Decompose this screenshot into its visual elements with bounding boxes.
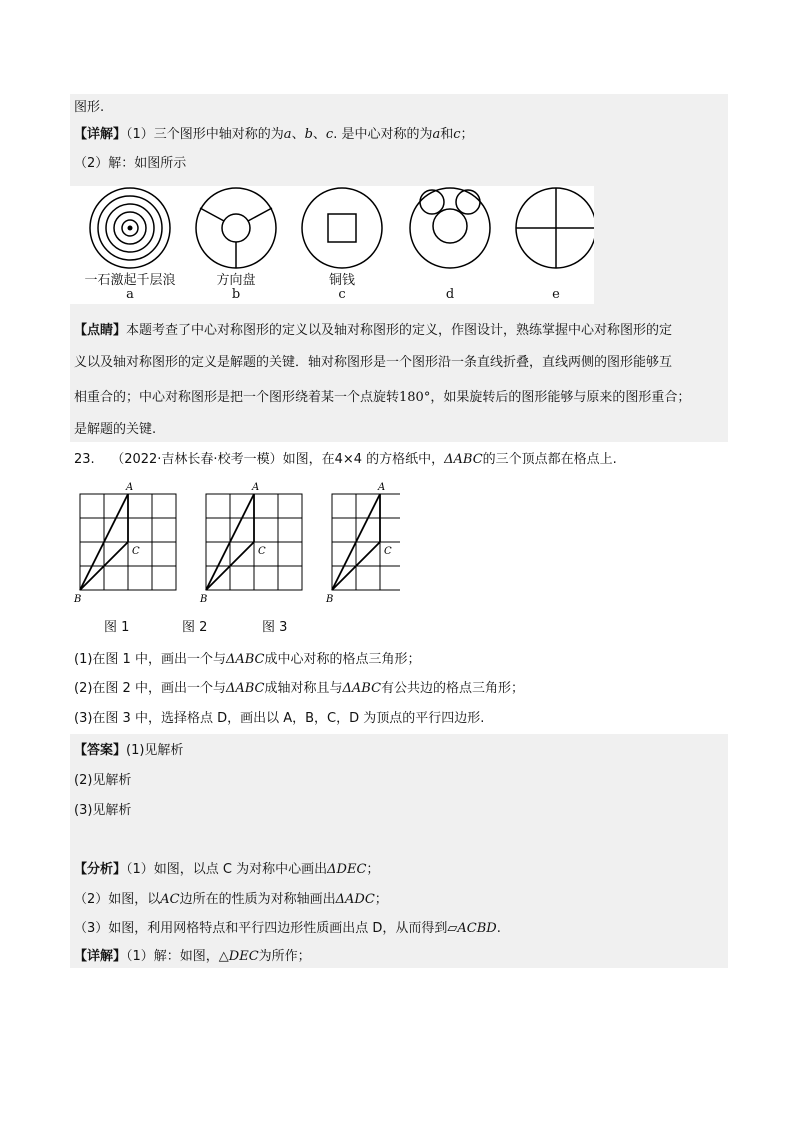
figure-letter-a: a [126, 287, 134, 302]
answer-line-1 [74, 742, 183, 760]
part-text: 成中心对称的格点三角形； [264, 652, 421, 667]
detail-text: （1）三个图形中轴对称的为 [126, 127, 284, 142]
answer-label: 【答案】 [74, 743, 127, 758]
label-B: B [326, 594, 334, 605]
analysis-text: （3）如图，利用网格特点和平行四边形性质画出点 D，从而得到 [74, 921, 448, 936]
math-a: a [432, 127, 441, 142]
analysis-text: . [496, 921, 501, 936]
detail-line [74, 126, 474, 144]
detail2-line [74, 948, 311, 966]
separator: 、 [312, 127, 326, 142]
grid-figure-2 [206, 494, 302, 590]
triangle-abc: ΔABC [225, 681, 265, 696]
copper-coin-figure [302, 188, 382, 268]
figure-letter-c: c [338, 287, 346, 302]
part-text: 有公共边的格点三角形； [381, 681, 525, 696]
label-B: B [74, 594, 82, 605]
label-B: B [200, 594, 208, 605]
analysis-text: ； [366, 862, 380, 877]
detail-text: . 是中心对称的为 [333, 127, 433, 142]
text-line: 图形. [74, 100, 105, 115]
figure-caption-3: 图 3 [262, 620, 288, 635]
analysis-line-1 [74, 861, 379, 879]
grid-figure-3 [332, 494, 400, 590]
question-heading [74, 451, 617, 469]
analysis-line-3 [74, 920, 501, 938]
question-text: 的三个顶点都在格点上. [482, 452, 617, 467]
comment-line-3 [74, 389, 690, 407]
comment-text: 相重合的；中心对称图形是把一个图形绕着某一个点旋转 [74, 390, 400, 405]
math-a: a [283, 127, 292, 142]
comment-line-2: 义以及轴对称图形的定义是解题的关键．轴对称图形是一个图形沿一条直线折叠，直线两侧的图形能够互 [74, 355, 673, 370]
label-C: C [384, 546, 392, 557]
triangle-abc: ΔABC [342, 681, 382, 696]
analysis-text: （1）如图，以点 C 为对称中心画出 [126, 862, 328, 877]
answer-line-2: (2)见解析 [74, 773, 132, 788]
comment-line-1 [74, 322, 672, 340]
angle-value: 180° [399, 390, 431, 405]
triangle-adc: ΔADC [335, 892, 375, 907]
answer-text: (1)见解析 [126, 743, 184, 758]
detail2-text: 为所作； [258, 949, 311, 964]
analysis-text: （2）如图，以 [74, 892, 161, 907]
label-C: C [258, 546, 266, 557]
math-c: c [325, 127, 334, 142]
detail-text: ； [460, 127, 474, 142]
label-A: A [252, 482, 260, 493]
figure-name-c: 铜钱 [328, 273, 355, 288]
analysis-text: 边所在的性质为对称轴画出 [179, 892, 336, 907]
segment-ac: AC [160, 892, 180, 907]
part-2 [74, 680, 524, 698]
comment-line-4: 是解题的关键. [74, 422, 157, 437]
detail-label: 【详解】 [74, 127, 127, 142]
figure-name-a: 一石激起千层浪 [84, 273, 176, 288]
detail2-label: 【详解】 [74, 949, 127, 964]
steering-wheel-figure [196, 188, 276, 268]
part-text: (1)在图 1 中，画出一个与 [74, 652, 226, 667]
question-number: 23. [74, 452, 95, 467]
comment-label: 【点睛】 [74, 323, 127, 338]
analysis-text: ； [374, 892, 388, 907]
label-C: C [132, 546, 140, 557]
grid-figure-1 [80, 494, 176, 590]
parallelogram-acbd: ▱ACBD [447, 921, 497, 936]
part-text: 成轴对称且与 [264, 681, 343, 696]
figure-caption-2: 图 2 [182, 620, 208, 635]
analysis-line-2 [74, 891, 388, 909]
text-line: （2）解：如图所示 [74, 156, 187, 171]
separator: 、 [291, 127, 305, 142]
cross-circle-figure [516, 188, 594, 268]
label-A: A [378, 482, 386, 493]
figure-letter-d: d [445, 287, 455, 302]
figure-name-b: 方向盘 [216, 273, 256, 288]
grid-figures [70, 478, 400, 608]
triangle-dec: ΔDEC [327, 862, 367, 877]
analysis-label: 【分析】 [74, 862, 127, 877]
center-dot [128, 226, 133, 231]
part-1 [74, 651, 421, 669]
comment-text: ，如果旋转后的图形能够与原来的图形重合； [430, 390, 691, 405]
question-source: （2022·吉林长春·校考一模）如图，在4×4 的方格纸中， [111, 452, 445, 467]
triangle-dec: △DEC [218, 949, 259, 964]
comment-text: 本题考查了中心对称图形的定义以及轴对称图形的定义，作图设计，熟练掌握中心对称图形的定 [126, 323, 673, 338]
label-A: A [126, 482, 134, 493]
symmetry-figures [70, 186, 594, 304]
detail2-text: （1）解：如图， [126, 949, 219, 964]
math-b: b [304, 127, 313, 142]
answer-line-3: (3)见解析 [74, 803, 132, 818]
part-text: (2)在图 2 中，画出一个与 [74, 681, 226, 696]
figure-letter-b: b [231, 287, 241, 302]
triangle-abc: ΔABC [225, 652, 265, 667]
part-3: (3)在图 3 中，选择格点 D，画出以 A，B，C，D 为顶点的平行四边形. [74, 711, 485, 726]
figure-letter-e: e [552, 287, 560, 302]
figure-caption-1: 图 1 [104, 620, 130, 635]
math-c: c [453, 127, 461, 142]
triangle-abc: ΔABC [444, 452, 483, 467]
detail-text: 和 [440, 127, 454, 142]
three-circles-figure [410, 188, 490, 268]
